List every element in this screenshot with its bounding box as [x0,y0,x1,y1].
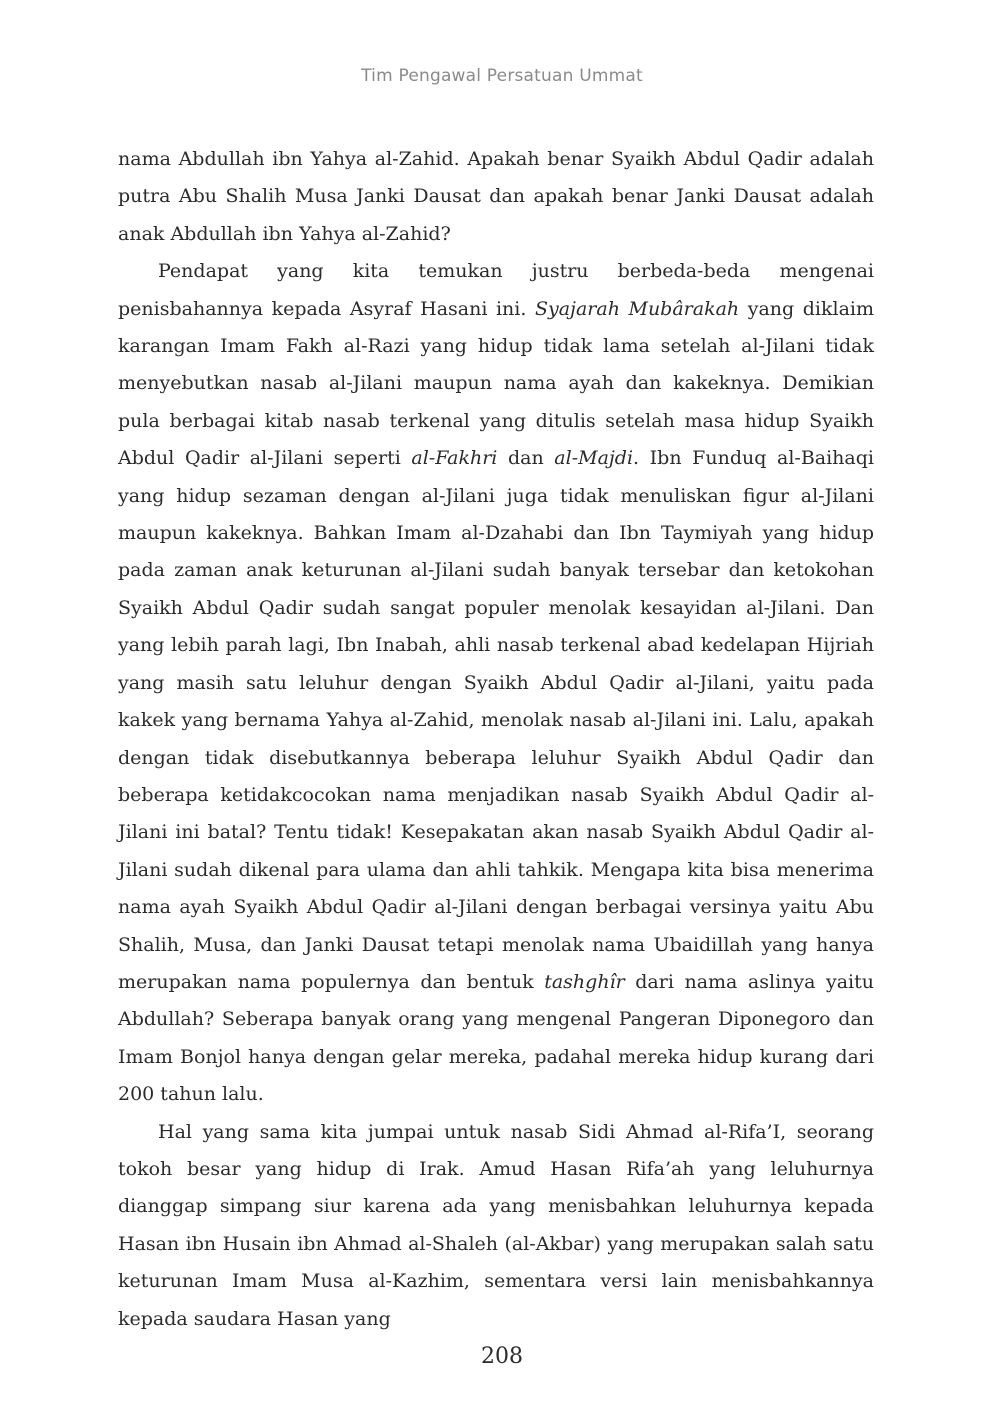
body-text [118,141,874,1338]
text-segment: yang diklaim karangan Imam Fakh al-Razi yang hidup tidak lama setelah al-Jilani tidak menyebutkan nasab al-Jilani maupun nama ayah dan kakeknya. Demikian pula berbagai kitab nasab terkenal yang ditulis setelah masa hidup Syaikh Abdul Qadir al-Jilani seperti [118,297,875,470]
text-segment: . Ibn Funduq al-Baihaqi yang hidup sezaman dengan al-Jilani juga tidak menuliskan figur al-Jilani maupun kakeknya. Bahkan Imam al-Dzahabi dan Ibn Taymiyah yang hidup pada zaman anak keturunan al-Jilani sudah banyak tersebar dan ketokohan Syaikh Abdul Qadir sudah sangat populer menolak kesayidan al-Jilani. Dan yang lebih parah lagi, Ibn Inabah, ahli nasab terkenal abad kedelapan Hijriah yang masih satu leluhur dengan Syaikh Abdul Qadir al-Jilani, yaitu pada kakek yang bernama Yahya al-Zahid, menolak nasab al-Jilani ini. Lalu, apakah dengan tidak disebutkannya beberapa leluhur Syaikh Abdul Qadir dan beberapa ketidakcocokan nama menjadikan nasab Syaikh Abdul Qadir al-Jilani ini batal? Tentu tidak! Kesepakatan akan nasab Syaikh Abdul Qadir al-Jilani sudah dikenal para ulama dan ahli tahkik. Mengapa kita bisa menerima nama ayah Syaikh Abdul Qadir al-Jilani dengan berbagai versinya yaitu Abu Shalih, Musa, dan Janki Dausat tetapi menolak nama Ubaidillah yang hanya merupakan nama populernya dan bentuk [118,447,874,993]
text-segment: dan [497,447,555,470]
italic-title: al-Majdi [554,447,634,470]
text-segment: dari nama aslinya yaitu Abdullah? Seberapa banyak orang yang mengenal Pangeran Diponegoro dan Imam Bonjol hanya dengan gelar mereka, padahal mereka hidup kurang dari 200 tahun lalu. [118,970,874,1106]
text-segment: Pendapat yang kita temukan justru berbeda-beda mengenai penisbahannya kepada Asyraf Hasani ini. [118,260,874,320]
running-header: Tim Pengawal Persatuan Ummat [361,66,643,86]
paragraph-1 [118,141,874,253]
italic-term: tashghîr [544,970,625,993]
text-segment: Hal yang sama kita jumpai untuk nasab Sidi Ahmad al-Rifa’I, seorang tokoh besar yang hidup di Irak. Amud Hasan Rifa’ah yang leluhurnya dianggap simpang siur karena ada yang menisbahkan leluhurnya kepada Hasan ibn Husain ibn Ahmad al-Shaleh (al-Akbar) yang merupakan salah satu keturunan Imam Musa al-Kazhim, sementara versi lain menisbahkannya kepada saudara Hasan yang [118,1120,874,1330]
paragraph-2 [118,253,874,1113]
page-number: 208 [481,1344,523,1369]
italic-title: Syajarah Mubârakah [534,297,740,320]
italic-title: al-Fakhri [411,447,498,470]
text-segment: nama Abdullah ibn Yahya al-Zahid. Apakah benar Syaikh Abdul Qadir adalah putra Abu Shalih Musa Janki Dausat dan apakah benar Janki Dausat adalah anak Abdullah ibn Yahya al-Zahid? [118,148,874,245]
paragraph-3 [118,1114,874,1338]
